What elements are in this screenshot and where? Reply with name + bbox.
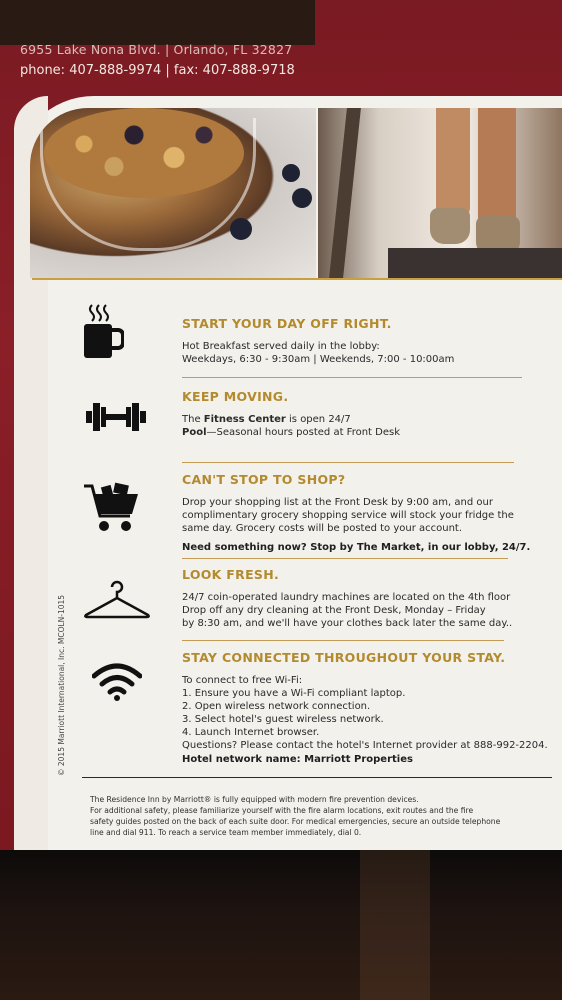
pool-label: Pool	[182, 427, 207, 438]
wifi-heading: STAY CONNECTED THROUGHOUT YOUR STAY.	[182, 650, 506, 665]
breakfast-content	[182, 316, 542, 366]
gold-rule	[32, 278, 562, 280]
treadmill-rail	[329, 108, 361, 278]
safety-footer	[90, 794, 540, 838]
hotel-address: 6955 Lake Nona Blvd. | Orlando, FL 32827	[20, 42, 293, 57]
footer-line: line and dial 911. To reach a service team member immediately, dial 0.	[90, 828, 362, 837]
laundry-line: Drop off any dry cleaning at the Front Desk, Monday – Friday	[182, 605, 486, 616]
fitness-center-label: Fitness Center	[203, 414, 286, 425]
wifi-content	[182, 650, 562, 766]
copyright-note: © 2015 Marriott International, Inc. MCOLN-1015	[57, 594, 66, 776]
section-divider	[182, 377, 522, 378]
network-name: Hotel network name: Marriott Properties	[182, 754, 413, 765]
runner-leg	[478, 108, 516, 228]
shopping-line: same day. Grocery costs will be posted to your account.	[182, 523, 463, 534]
blueberry	[282, 164, 300, 182]
laundry-heading: LOOK FRESH.	[182, 567, 280, 582]
shopping-line: Drop your shopping list at the Front Desk by 9:00 am, and our	[182, 497, 493, 508]
laundry-content	[182, 567, 542, 630]
fitness-line: The Fitness Center is open 24/7	[182, 414, 351, 425]
breakfast-hours: Weekdays, 6:30 - 9:30am | Weekends, 7:00 - 10:00am	[182, 354, 455, 365]
running-shoe	[430, 208, 470, 244]
glass-bowl	[40, 118, 256, 251]
footer-rule	[82, 777, 552, 778]
clothes-hanger-icon	[84, 579, 150, 625]
shopping-heading: CAN'T STOP TO SHOP?	[182, 472, 346, 487]
blueberry	[230, 218, 252, 240]
footer-line: The Residence Inn by Marriott® is fully equipped with modern fire prevention devices.	[90, 795, 419, 804]
laundry-line: 24/7 coin-operated laundry machines are located on the 4th floor	[182, 592, 511, 603]
fitness-heading: KEEP MOVING.	[182, 389, 289, 404]
granola-bowl-photo	[30, 108, 316, 278]
dumbbell-icon	[86, 397, 146, 441]
shopping-content	[182, 472, 542, 554]
breakfast-heading: START YOUR DAY OFF RIGHT.	[182, 316, 392, 331]
pool-line: Pool—Seasonal hours posted at Front Desk	[182, 427, 401, 438]
treadmill-belt	[388, 248, 562, 278]
wifi-icon	[92, 662, 142, 706]
wifi-step: 4. Launch Internet browser.	[182, 727, 320, 738]
market-callout: Need something now? Stop by The Market, in our lobby, 24/7.	[182, 542, 531, 553]
top-dark-strip	[0, 0, 315, 45]
breakfast-line: Hot Breakfast served daily in the lobby:	[182, 341, 380, 352]
section-divider	[182, 558, 508, 559]
wifi-line: To connect to free Wi-Fi:	[182, 675, 303, 686]
wifi-step: 3. Select hotel's guest wireless network.	[182, 714, 384, 725]
hotel-phone-fax: phone: 407-888-9974 | fax: 407-888-9718	[20, 63, 295, 78]
blueberry	[292, 188, 312, 208]
wifi-step: 1. Ensure you have a Wi-Fi compliant laptop.	[182, 688, 406, 699]
wifi-support-line: Questions? Please contact the hotel's Internet provider at 888-992-2204.	[182, 740, 548, 751]
runner-leg	[436, 108, 470, 218]
shopping-cart-icon	[84, 482, 140, 538]
section-divider	[182, 640, 504, 641]
wifi-step: 2. Open wireless network connection.	[182, 701, 371, 712]
shopping-line: complimentary grocery shopping service will stock your fridge the	[182, 510, 514, 521]
coffee-mug-icon	[80, 302, 124, 364]
fitness-content	[182, 389, 542, 439]
footer-line: safety guides posted on the back of each suite door. For medical emergencies, secure an outside telephone	[90, 817, 501, 826]
footer-line: For additional safety, please familiarize yourself with the fire alarm locations, exit routes and the fire	[90, 806, 474, 815]
treadmill-photo	[318, 108, 562, 278]
header-images	[30, 108, 562, 278]
laundry-line: by 8:30 am, and we'll have your clothes back later the same day..	[182, 618, 513, 629]
dark-floor-background	[0, 850, 562, 1000]
floor-light-reflection	[360, 850, 430, 1000]
section-divider	[182, 462, 514, 463]
